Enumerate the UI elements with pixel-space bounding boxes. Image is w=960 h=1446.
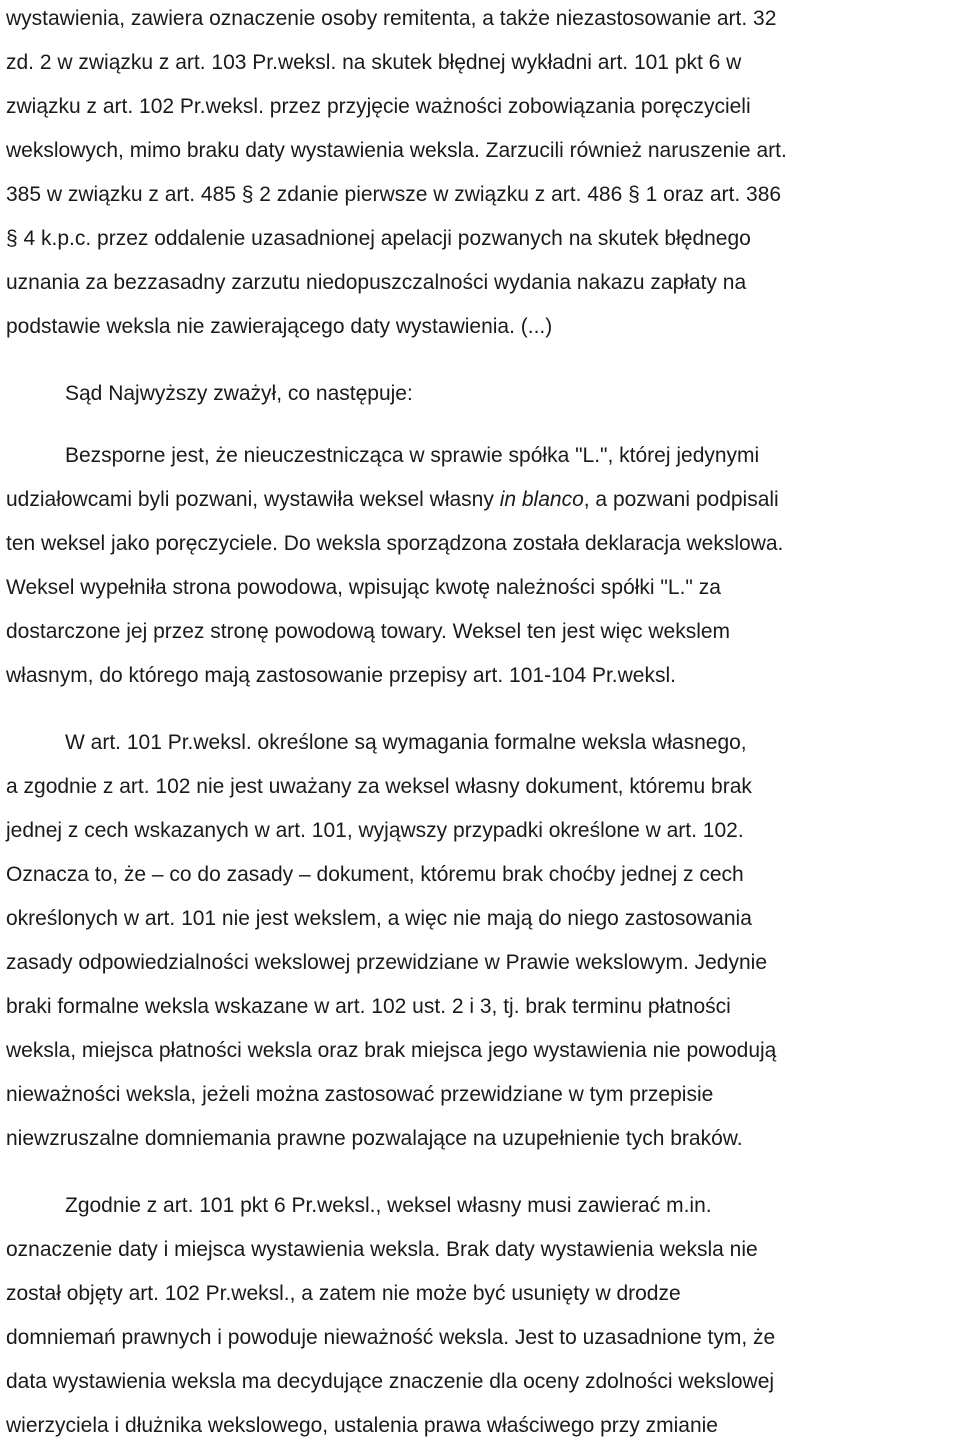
text-line: ten weksel jako poręczyciele. Do weksla sporządzona została deklaracja wekslowa. [6,532,784,555]
text-line: uznania za bezzasadny zarzutu niedopuszczalności wydania nakazu zapłaty na [6,271,747,294]
text-line: domniemań prawnych i powoduje nieważność weksla. Jest to uzasadnione tym, że [6,1326,776,1349]
text-line: Weksel wypełniła strona powodowa, wpisując kwotę należności spółki "L." za [6,576,721,599]
text-line: Bezsporne jest, że nieuczestnicząca w sprawie spółka "L.", której jedynymi [65,444,760,467]
text-line: własnym, do którego mają zastosowanie przepisy art. 101-104 Pr.weksl. [6,664,676,687]
text-line: dostarczone jej przez stronę powodową towary. Weksel ten jest więc wekslem [6,620,731,643]
text-line: nieważności weksla, jeżeli można zastosować przewidziane w tym przepisie [6,1083,714,1106]
text-line [6,489,779,510]
text-line: zd. 2 w związku z art. 103 Pr.weksl. na skutek błędnej wykładni art. 101 pkt 6 w [6,51,742,74]
section-heading: Sąd Najwyższy zważył, co następuje: [65,382,413,405]
text-line: związku z art. 102 Pr.weksl. przez przyjęcie ważności zobowiązania poręczycieli [6,95,751,118]
text-line: W art. 101 Pr.weksl. określone są wymagania formalne weksla własnego, [65,731,747,754]
text-line: § 4 k.p.c. przez oddalenie uzasadnionej apelacji pozwanych na skutek błędnego [6,227,751,250]
text-line: podstawie weksla nie zawierającego daty wystawienia. (...) [6,315,553,338]
text-line: Oznacza to, że – co do zasady – dokument, któremu brak choćby jednej z cech [6,863,744,886]
text-line: niewzruszalne domniemania prawne pozwalające na uzupełnienie tych braków. [6,1127,743,1150]
text-line: określonych w art. 101 nie jest wekslem, a więc nie mają do niego zastosowania [6,907,752,930]
text-span: , a pozwani podpisali [583,488,779,511]
text-line: został objęty art. 102 Pr.weksl., a zatem nie może być usunięty w drodze [6,1282,681,1305]
text-line: braki formalne weksla wskazane w art. 102 ust. 2 i 3, tj. brak terminu płatności [6,995,731,1018]
text-line: wystawienia, zawiera oznaczenie osoby remitenta, a także niezastosowanie art. 32 [6,7,777,30]
text-span: udziałowcami byli pozwani, wystawiła weksel własny [6,488,494,511]
text-line: 385 w związku z art. 485 § 2 zdanie pierwsze w związku z art. 486 § 1 oraz art. 386 [6,183,782,206]
text-line: oznaczenie daty i miejsca wystawienia weksla. Brak daty wystawienia weksla nie [6,1238,758,1261]
text-line: weksla, miejsca płatności weksla oraz brak miejsca jego wystawienia nie powodują [6,1039,777,1062]
text-line: a zgodnie z art. 102 nie jest uważany za weksel własny dokument, któremu brak [6,775,752,798]
text-line: wekslowych, mimo braku daty wystawienia weksla. Zarzucili również naruszenie art. [6,139,787,162]
text-line: wierzyciela i dłużnika wekslowego, ustalenia prawa właściwego przy zmianie [6,1414,718,1437]
text-line: Zgodnie z art. 101 pkt 6 Pr.weksl., weksel własny musi zawierać m.in. [65,1194,712,1217]
text-line: zasady odpowiedzialności wekslowej przewidziane w Prawie wekslowym. Jedynie [6,951,768,974]
italic-term: in blanco [499,488,584,511]
text-line: data wystawienia weksla ma decydujące znaczenie dla oceny zdolności wekslowej [6,1370,775,1393]
text-line: jednej z cech wskazanych w art. 101, wyjąwszy przypadki określone w art. 102. [6,819,744,842]
